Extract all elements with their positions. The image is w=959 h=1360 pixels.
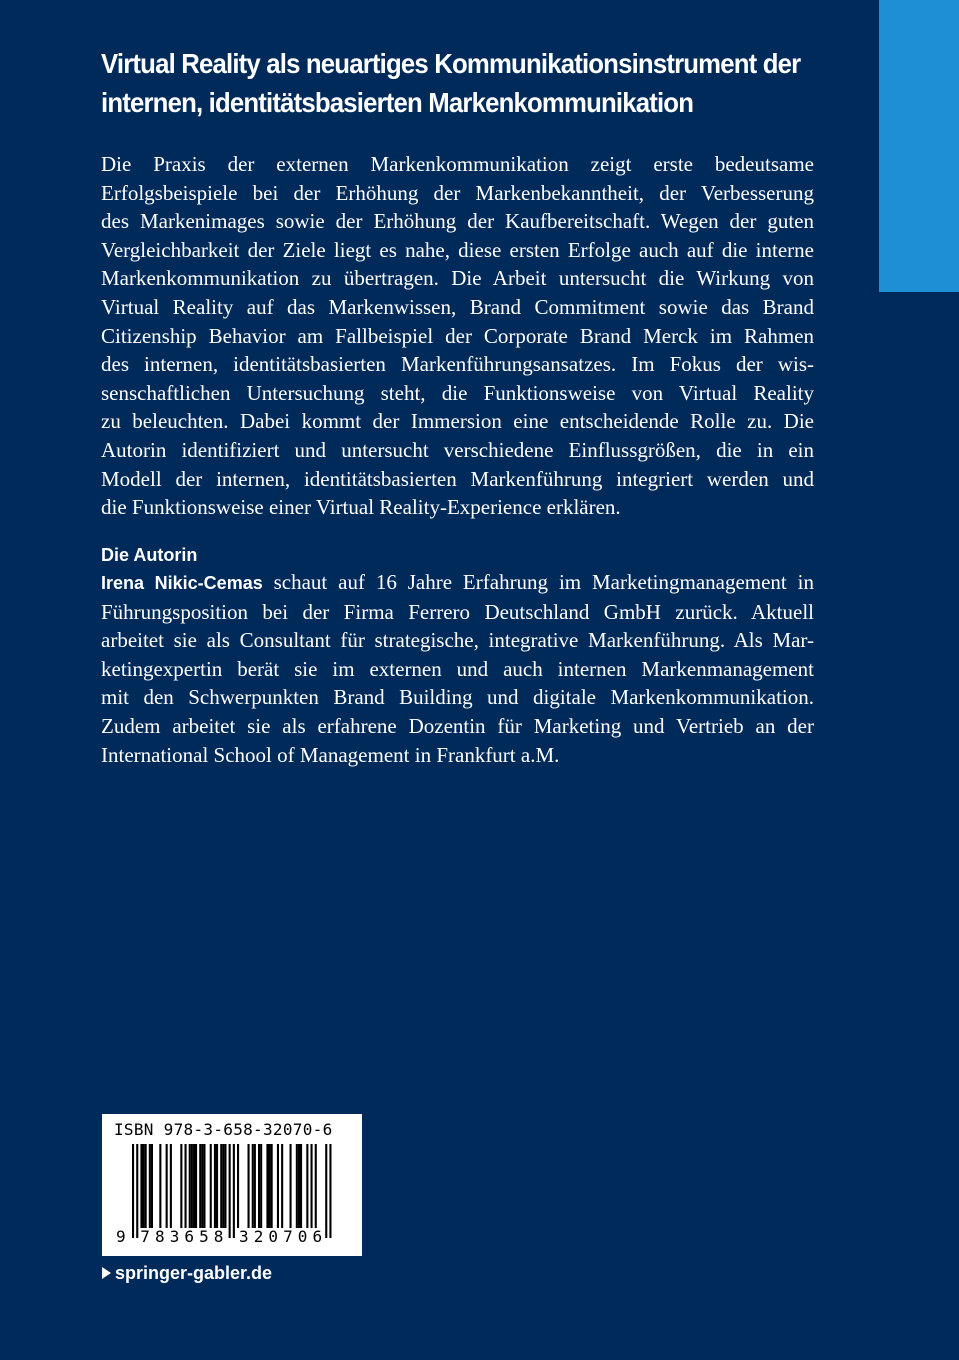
author-bio-line [101, 568, 814, 598]
barcode-bar [214, 1144, 216, 1228]
barcode-bar [199, 1144, 201, 1228]
barcode-bar [151, 1144, 153, 1228]
blurb-line: senschaftlichen Untersuchung steht, die Funktionsweise von Virtual Reality [101, 380, 814, 405]
ean-digit: 0 [268, 1227, 279, 1246]
barcode-bar [229, 1144, 231, 1238]
author-bio-line: arbeitet sie als Consultant für strategische, integrative Markenführung. Als Mar- [101, 628, 814, 653]
book-title-line-2: internen, identitätsbasierten Markenkommunikation [101, 87, 694, 118]
barcode-bar [195, 1144, 197, 1228]
barcode-bar [224, 1144, 226, 1228]
barcode-bar [201, 1144, 203, 1228]
barcode-bar [159, 1144, 161, 1228]
barcode-bar [329, 1144, 331, 1238]
barcode-bar [132, 1144, 134, 1238]
author-bio [101, 568, 814, 769]
barcode-bar [315, 1144, 317, 1228]
barcode-bar [210, 1144, 212, 1228]
ean-digit: 7 [140, 1227, 150, 1246]
website-link[interactable] [102, 1263, 272, 1284]
blurb-line: Die Praxis der externen Markenkommunikation zeigt erste bedeutsame [101, 152, 814, 176]
ean-digit: 7 [283, 1227, 293, 1246]
book-title-line-1: Virtual Reality als neuartiges Kommunikationsinstrument der [101, 48, 801, 79]
barcode-bar [203, 1144, 205, 1228]
blurb-line: Virtual Reality auf das Markenwissen, Brand Commitment sowie das Brand [101, 294, 814, 319]
blurb-line: zu beleuchten. Dabei kommt der Immersion eine entscheidende Rolle zu. Die [101, 409, 814, 434]
barcode-bar [296, 1144, 298, 1228]
barcode-bar [266, 1144, 268, 1228]
blurb-line: Vergleichbarkeit der Ziele liegt es nahe, diese ersten Erfolge auch auf die interne [101, 237, 814, 262]
barcode-bar [269, 1144, 271, 1228]
barcode-bar [311, 1144, 313, 1228]
ean-digit: 8 [155, 1227, 165, 1246]
barcode-bar [193, 1144, 195, 1228]
barcode-bar [254, 1144, 256, 1228]
barcode-bar [180, 1144, 182, 1228]
ean-digit: 0 [297, 1227, 308, 1246]
ean-digit: 3 [169, 1227, 180, 1246]
ean-digit: 8 [213, 1227, 224, 1246]
barcode-bar [145, 1144, 147, 1228]
blurb-line: Markenkommunikation zu übertragen. Die Arbeit untersucht die Wirkung von [101, 266, 814, 291]
ean-digit: 6 [312, 1227, 323, 1246]
barcode-bar [325, 1144, 327, 1238]
barcode-bar [191, 1144, 193, 1228]
barcode-bar [189, 1144, 191, 1228]
author-bio-line: ketingexpertin berät sie im externen und auch internen Markenmanagement [101, 656, 814, 681]
author-bio-line: International School of Management in Frankfurt a.M. [101, 742, 560, 767]
author-bio-line: Zudem arbeitet sie als erfahrene Dozentin für Marketing und Vertrieb an der [101, 713, 814, 738]
barcode-bar [260, 1144, 262, 1228]
ean-digit: 6 [184, 1227, 195, 1246]
book-blurb [101, 150, 814, 522]
barcode-bar [237, 1144, 239, 1228]
barcode-bar [136, 1144, 138, 1238]
blurb-line: des internen, identitätsbasierten Markenführungsansatzes. Im Fokus der wis- [101, 352, 814, 377]
ean-digit: 5 [199, 1227, 209, 1246]
website-text: springer-gabler.de [115, 1263, 273, 1283]
isbn-barcode [102, 1114, 362, 1256]
barcode-bar [140, 1144, 142, 1228]
author-bio-line: Führungsposition bei der Firma Ferrero Deutschland GmbH zurück. Aktuell [101, 599, 814, 624]
arrow-right-icon [102, 1267, 111, 1279]
ean-digit: 2 [253, 1227, 264, 1246]
barcode-bar [222, 1144, 224, 1228]
barcode-bar [277, 1144, 279, 1228]
ean-digit: 3 [239, 1227, 249, 1246]
barcode-bar [149, 1144, 151, 1228]
barcode-bar [300, 1144, 302, 1228]
blurb-line: Autorin identifiziert und untersucht verschiedene Einflussgrößen, die in ein [101, 437, 814, 462]
barcode-bar [170, 1144, 172, 1228]
author-bio-first-line: schaut auf 16 Jahre Erfahrung im Marketingmanagement in [262, 570, 814, 594]
ean-digit: 9 [116, 1227, 126, 1246]
blurb-line: die Funktionsweise einer Virtual Reality-Experience erklären. [101, 495, 621, 520]
barcode-bar [281, 1144, 283, 1228]
author-bio-line: mit den Schwerpunkten Brand Building und digitale Markenkommunikation. [101, 685, 814, 710]
book-title [101, 44, 809, 122]
barcode-bar [166, 1144, 168, 1228]
author-name: Irena Nikic-Cemas [101, 573, 263, 593]
barcode-bar [258, 1144, 260, 1228]
isbn-label: ISBN 978-3-658-32070-6 [114, 1120, 333, 1139]
barcode-bar [220, 1144, 222, 1228]
barcode-bar [306, 1144, 308, 1228]
barcode-bar [290, 1144, 292, 1228]
barcode-bar [252, 1144, 254, 1228]
author-heading: Die Autorin [101, 545, 198, 565]
barcode-bar [233, 1144, 235, 1238]
accent-bar [879, 0, 959, 292]
blurb-line: des Markenimages sowie der Erhöhung der Kaufbereitschaft. Wegen der guten [101, 209, 814, 234]
barcode-bar [298, 1144, 300, 1228]
barcode-bar [185, 1144, 187, 1228]
blurb-line: Modell der internen, identitätsbasierten Markenführung integriert werden und [101, 466, 814, 491]
barcode-bar [216, 1144, 218, 1228]
blurb-line: Erfolgsbeispiele bei der Erhöhung der Markenbekanntheit, der Verbesserung [101, 180, 814, 205]
barcode-bar [143, 1144, 145, 1228]
barcode-bar [248, 1144, 250, 1228]
blurb-line: Citizenship Behavior am Fallbeispiel der Corporate Brand Merck im Rahmen [101, 323, 814, 348]
barcode-bar [271, 1144, 273, 1228]
